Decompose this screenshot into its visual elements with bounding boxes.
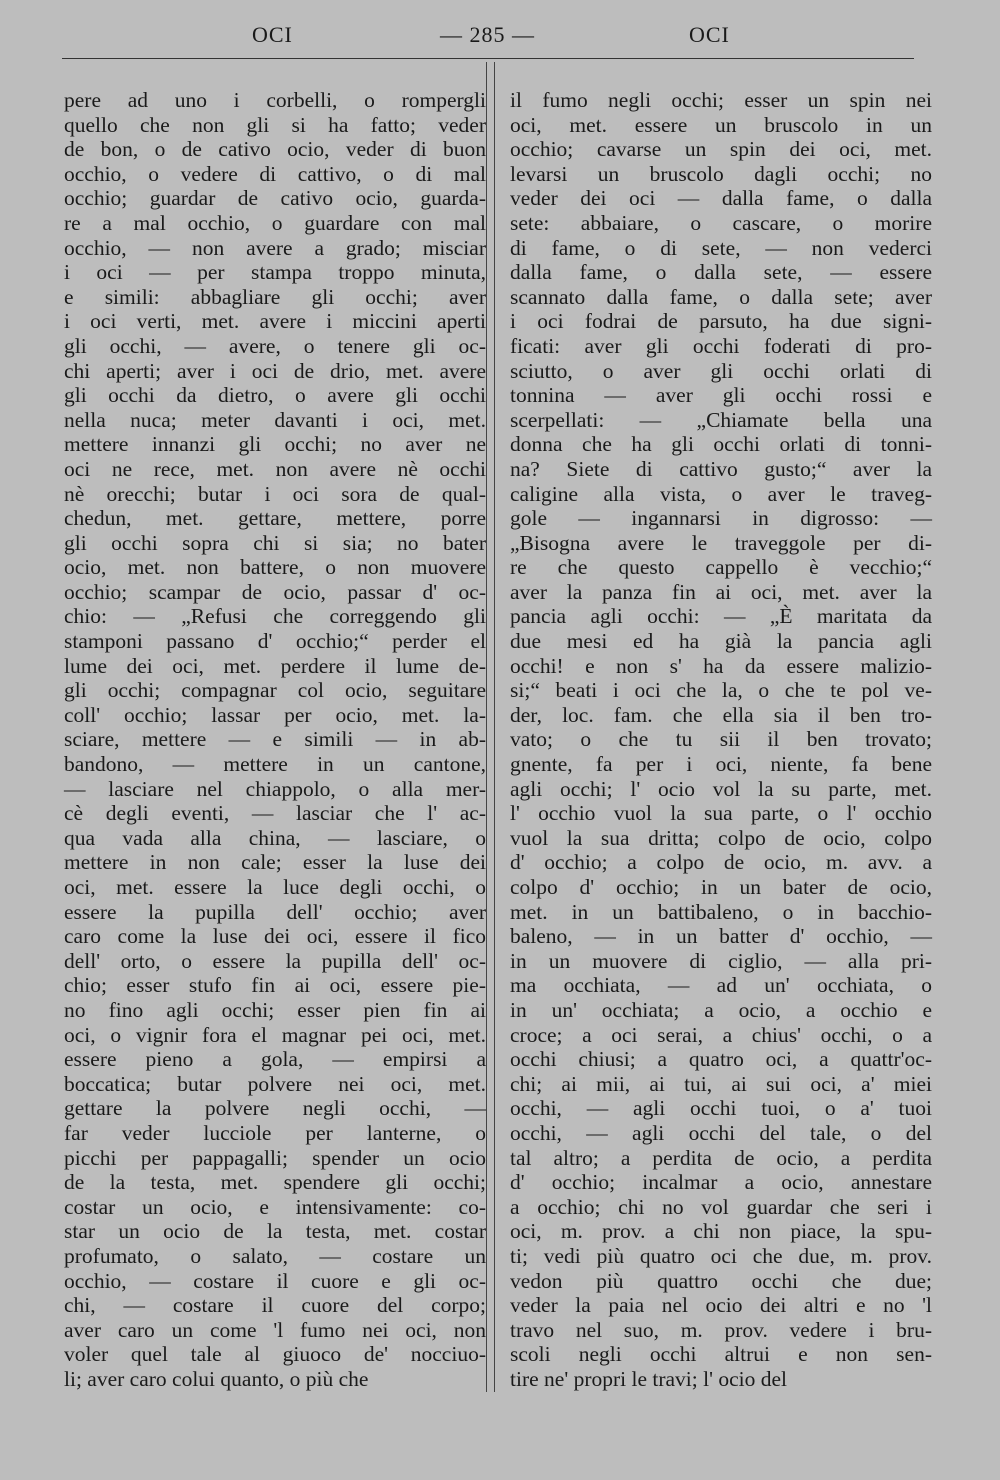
text-line: pancia agli occhi: — „È maritata da: [510, 604, 932, 629]
text-line: sciutto, o aver gli occhi orlati di: [510, 358, 932, 383]
text-line: „Bisogna avere le traveggole per di-: [510, 530, 932, 555]
text-line: li; aver caro colui quanto, o più che: [64, 1366, 369, 1391]
text-line: scannato dalla fame, o dalla sete; aver: [510, 284, 932, 309]
text-line: occhio, — costare il cuore e gli oc-: [64, 1268, 486, 1293]
text-line: met. in un battibaleno, o in bacchio-: [510, 899, 932, 924]
text-line: agli occhi; l' ocio vol la su parte, met.: [510, 776, 932, 801]
text-line: baleno, — in un batter d' occhio, —: [510, 924, 932, 949]
text-line: gli occhi sopra chi si sia; no bater: [64, 530, 486, 555]
text-line: vato; o che tu sii il ben trovato;: [510, 727, 932, 752]
text-line: aver la panza fin ai oci, met. aver la: [510, 579, 932, 604]
text-line: occhio, — non avere a grado; misciar: [64, 235, 486, 260]
text-line: si;“ beati i oci che la, o che te pol ve-: [510, 678, 932, 703]
text-line: oci, met. essere la luce degli occhi, o: [64, 875, 486, 899]
text-line: aver caro un come 'l fumo nei oci, non: [64, 1317, 486, 1342]
text-line: i oci — per stampa troppo minuta,: [64, 260, 486, 285]
text-line: costar un ocio, e intensivamente: co-: [64, 1194, 486, 1219]
text-line: occhio; scampar de ocio, passar d' oc-: [64, 579, 486, 604]
text-line: chi, — costare il cuore del corpo;: [64, 1293, 486, 1318]
text-line: travo nel suo, m. prov. vedere i bru-: [510, 1317, 932, 1342]
text-line: chi aperti; aver i oci de drio, met. avere: [64, 358, 486, 383]
text-line: gli occhi, — avere, o tenere gli oc-: [64, 333, 486, 358]
text-line: tire ne' propri le travi; l' ocio del: [510, 1366, 788, 1391]
text-line: qua vada alla china, — lasciare, o: [64, 825, 486, 850]
text-line: veder la paia nel ocio dei altri e no 'l: [510, 1293, 932, 1318]
text-line: re a mal occhio, o guardare con mal: [64, 210, 486, 235]
text-line: e simili: abbagliare gli occhi; aver: [64, 284, 486, 309]
text-line: mettere innanzi gli occhi; no aver ne: [64, 432, 486, 457]
column-divider: [486, 62, 495, 1392]
text-line: occhio, o vedere di cattivo, o di mal: [64, 161, 486, 186]
text-line: no fino agli occhi; esser pien fin ai: [64, 997, 486, 1022]
text-line: colpo d' occhio; in un bater de ocio,: [510, 875, 932, 899]
text-line: cè degli eventi, — lasciar che l' ac-: [64, 801, 486, 826]
text-line: ma occhiata, — ad un' occhiata, o: [510, 973, 932, 998]
text-line: essere pieno a gola, — empirsi a: [64, 1047, 486, 1072]
text-line: far veder lucciole per lanterne, o: [64, 1120, 486, 1145]
text-line: nella nuca; meter davanti i oci, met.: [64, 407, 486, 432]
text-line: profumato, o salato, — costare un: [64, 1243, 486, 1268]
header-right-word: OCI: [689, 22, 730, 47]
text-line: veder dei oci — dalla fame, o dalla: [510, 186, 932, 211]
text-line: oci, m. prov. a chi non piace, la spu-: [510, 1219, 932, 1244]
text-line: der, loc. fam. che ella sia il ben tro-: [510, 702, 932, 727]
text-line: croce; a oci serai, a chius' occhi, o a: [510, 1022, 932, 1047]
text-line: sciare, mettere — e simili — in ab-: [64, 727, 486, 752]
text-line: tonnina — aver gli occhi rossi e: [510, 383, 932, 408]
text-line: quello che non gli si ha fatto; veder: [64, 112, 486, 137]
text-line: na? Siete di cattivo gusto;“ aver la: [510, 456, 932, 481]
text-line: caro come la luse dei oci, essere il fico: [64, 924, 486, 949]
text-line: due mesi ed ha già la pancia agli: [510, 629, 932, 654]
text-line: lume dei oci, met. perdere il lume de-: [64, 653, 486, 678]
text-line: tal altro; a perdita de ocio, a perdita: [510, 1145, 932, 1170]
page-number: — 285 —: [440, 22, 535, 47]
text-line: pere ad uno i corbelli, o rompergli: [64, 88, 486, 112]
text-line: sete: abbaiare, o cascare, o morire: [510, 210, 932, 235]
text-line: caligine alla vista, o aver le traveg-: [510, 481, 932, 506]
text-line: voler quel tale al giuoco de' nocciuo-: [64, 1342, 486, 1367]
text-line: i oci verti, met. avere i miccini aperti: [64, 309, 486, 334]
text-line: il fumo negli occhi; esser un spin nei: [510, 88, 932, 112]
text-line: oci, o vignir fora el magnar pei oci, met.: [64, 1022, 486, 1047]
text-line: gnente, fa per i oci, niente, fa bene: [510, 752, 932, 777]
text-line: ocio, met. non battere, o non muovere: [64, 555, 486, 580]
text-line: mettere in non cale; esser la luse dei: [64, 850, 486, 875]
text-line: nè orecchi; butar i oci sora de qual-: [64, 481, 486, 506]
text-line: occhi! e non s' ha da essere malizio-: [510, 653, 932, 678]
text-line: occhi, — agli occhi del tale, o del: [510, 1120, 932, 1145]
text-line: chio: — „Refusi che correggendo gli: [64, 604, 486, 629]
text-line: d' occhio; incalmar a ocio, annestare: [510, 1170, 932, 1195]
header-left-word: OCI: [252, 22, 293, 47]
text-line: chedun, met. gettare, mettere, porre: [64, 506, 486, 531]
text-line: chi; ai mii, ai tui, ai sui oci, a' miei: [510, 1071, 932, 1096]
text-line: i oci fodrai de parsuto, ha due signi-: [510, 309, 932, 334]
text-line: oci ne rece, met. non avere nè occhi: [64, 456, 486, 481]
text-line: stamponi passano d' occhio;“ perder el: [64, 629, 486, 654]
text-line: re che questo cappello è vecchio;“: [510, 555, 932, 580]
text-line: in un muovere di ciglio, — alla pri-: [510, 948, 932, 973]
text-line: essere la pupilla dell' occhio; aver: [64, 899, 486, 924]
text-line: scoli negli occhi altrui e non sen-: [510, 1342, 932, 1367]
text-line: bandono, — mettere in un cantone,: [64, 752, 486, 777]
text-line: scerpellati: — „Chiamate bella una: [510, 407, 932, 432]
text-line: boccatica; butar polvere nei oci, met.: [64, 1071, 486, 1096]
text-line: ficati: aver gli occhi foderati di pro-: [510, 333, 932, 358]
text-line: vedon più quattro occhi che due;: [510, 1268, 932, 1293]
text-line: occhio; cavarse un spin dei oci, met.: [510, 137, 932, 162]
text-line: de bon, o de cativo ocio, veder di buon: [64, 137, 486, 162]
right-column: [510, 88, 932, 1391]
text-line: dalla fame, o dalla sete, — essere: [510, 260, 932, 285]
left-column: [64, 88, 486, 1391]
text-line: gettare la polvere negli occhi, —: [64, 1096, 486, 1121]
text-line: de la testa, met. spendere gli occhi;: [64, 1170, 486, 1195]
text-line: di fame, o di sete, — non vederci: [510, 235, 932, 260]
text-line: in un' occhiata; a ocio, a occhio e: [510, 997, 932, 1022]
text-line: star un ocio de la testa, met. costar: [64, 1219, 486, 1244]
running-head: [62, 22, 914, 59]
text-line: coll' occhio; lassar per ocio, met. la-: [64, 702, 486, 727]
text-line: — lasciare nel chiappolo, o alla mer-: [64, 776, 486, 801]
text-line: dell' orto, o essere la pupilla dell' oc-: [64, 948, 486, 973]
text-line: levarsi un bruscolo dagli occhi; no: [510, 161, 932, 186]
text-line: d' occhio; a colpo de ocio, m. avv. a: [510, 850, 932, 875]
text-line: gli occhi; compagnar col ocio, seguitare: [64, 678, 486, 703]
text-line: l' occhio vuol la sua parte, o l' occhio: [510, 801, 932, 826]
text-line: gli occhi da dietro, o avere gli occhi: [64, 383, 486, 408]
text-line: donna che ha gli occhi orlati di tonni-: [510, 432, 932, 457]
text-line: picchi per pappagalli; spender un ocio: [64, 1145, 486, 1170]
text-line: a occhio; chi no vol guardar che seri i: [510, 1194, 932, 1219]
text-line: occhi chiusi; a quatro oci, a quattr'oc-: [510, 1047, 932, 1072]
text-line: occhi, — agli occhi tuoi, o a' tuoi: [510, 1096, 932, 1121]
text-line: vuol la sua dritta; colpo de ocio, colpo: [510, 825, 932, 850]
text-line: occhio; guardar de cativo ocio, guarda-: [64, 186, 486, 211]
text-line: gole — ingannarsi in digrosso: —: [510, 506, 932, 531]
text-line: ti; vedi più quatro oci che due, m. prov.: [510, 1243, 932, 1268]
text-line: chio; esser stufo fin ai oci, essere pie-: [64, 973, 486, 998]
text-line: oci, met. essere un bruscolo in un: [510, 112, 932, 137]
